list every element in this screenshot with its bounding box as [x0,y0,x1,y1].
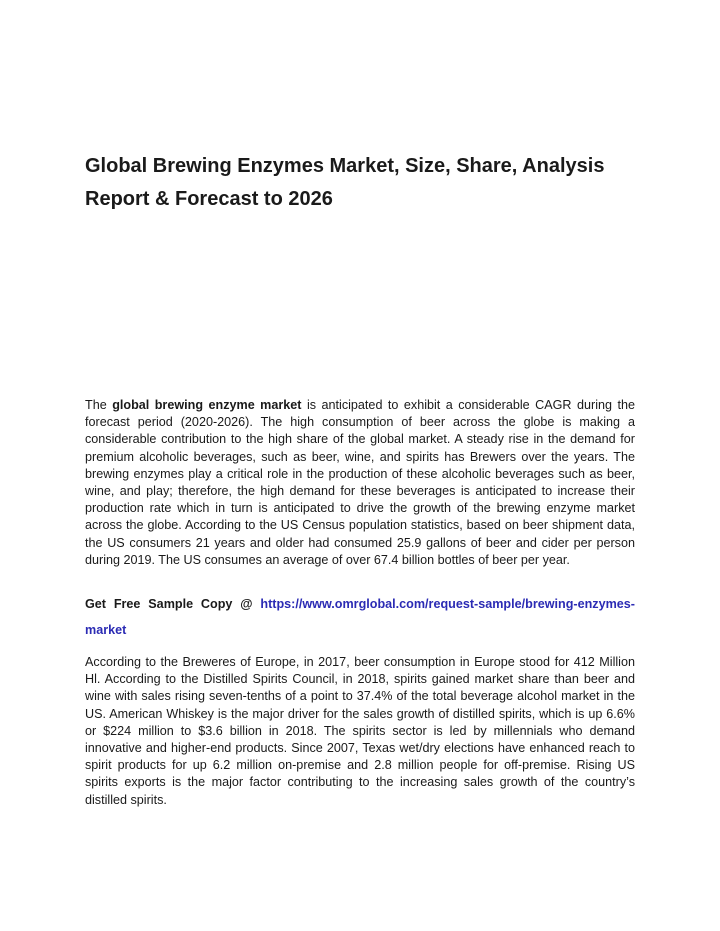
intro-prefix: The [85,398,113,412]
document-title: Global Brewing Enzymes Market, Size, Share, Analysis Report & Forecast to 2026 [85,155,605,210]
intro-bold-term: global brewing enzyme market [112,398,302,412]
intro-rest: is anticipated to exhibit a considerable CAGR during the forecast period (2020-2026). The high consumption of beer across the globe is making a considerable contribution to the high share of the global market. A steady rise in the demand for premium alcoholic beverages, such as beer, wine, and spirits has Brewers over the years. The brewing enzymes play a critical role in the production of these alcoholic beverages such as beer, wine, and play; therefore, the high demand for these beverages is anticipated to increase their production rate which in turn is anticipated to drive the growth of the brewing enzyme market across the globe. According to the US Census population statistics, based on beer shipment data, the US consumers 21 years and older had consumed 25.9 gallons of beer and cider per person during 2019. The US consumes an average of over 67.4 billion bottles of beer per year. [85,398,635,567]
sample-copy-line [85,591,635,643]
market-paragraph: According to the Breweres of Europe, in 2017, beer consumption in Europe stood for 412 Million Hl. According to the Distilled Spirits Council, in 2018, spirits gained market share than beer and wine with sales rising seven-tenths of a point to 37.4% of the total beverage alcohol market in the US. American Whiskey is the major driver for the sales growth of distilled spirits, which is up 6.6% or $224 million to $3.6 billion in 2018. The spirits sector is led by millennials who demand innovative and higher-end products. Since 2007, Texas wet/dry elections have enhanced reach to spirit products for up 6.2 million on-premise and 2.8 million people for off-premise. Rising US spirits exports is the major factor contributing to the increasing sales growth of the country’s distilled spirits. [85,655,635,807]
sample-label: Get Free Sample Copy @ [85,597,261,611]
intro-paragraph [85,397,635,569]
sample-link[interactable]: https://www.omrglobal.com/request-sample/brewing-enzymes-market [85,597,635,637]
